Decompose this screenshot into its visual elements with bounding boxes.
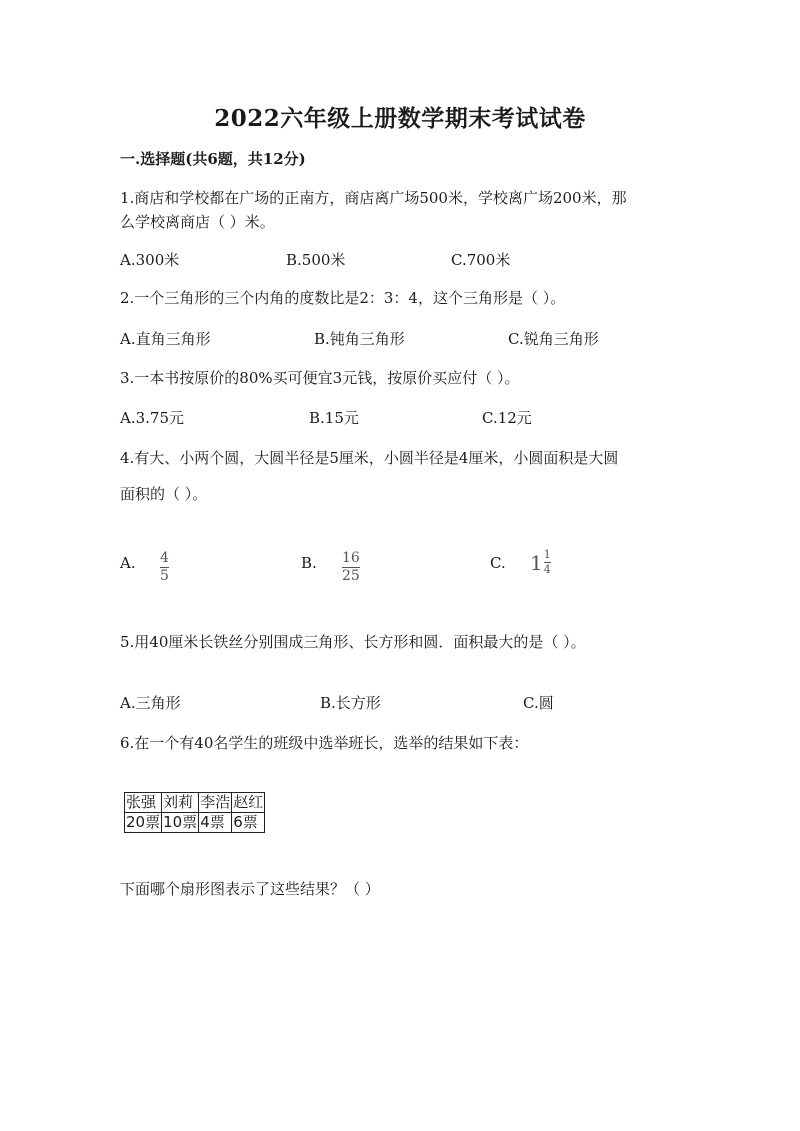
table-cell-name: 李浩 [200,793,231,811]
question-4-option-c-label: C. [490,554,506,572]
question-1-option-a: A.300米 [120,251,180,269]
question-3-line-1: 3.一本书按原价的80%买可便宜3元钱，按原价买应付（ ）。 [120,369,520,387]
fraction-denominator: 25 [342,568,360,584]
fraction-numerator: 1 [543,548,551,561]
section-heading: 一.选择题(共6题，共12分) [120,150,306,168]
mixed-number-whole: 1 [530,550,543,575]
fraction-denominator: 5 [160,568,169,584]
question-4-option-b-fraction [342,547,360,584]
table-cell-name: 刘莉 [162,793,199,813]
question-6-line-1: 6.在一个有40名学生的班级中选举班长，选举的结果如下表： [120,734,529,752]
question-5-option-b: B.长方形 [320,694,381,712]
question-1-line-1: 1.商店和学校都在广场的正南方，商店离广场500米，学校离广场200米，那 [120,189,627,207]
question-3-option-c: C.12元 [482,409,532,427]
page-title: 2022六年级上册数学期末考试试卷 [214,105,586,132]
question-4-option-c-mixed-number [530,549,551,576]
question-5-option-a: A.三角形 [120,694,181,712]
fraction-numerator: 4 [160,550,169,566]
table-row [125,793,265,813]
question-3-option-a: A.3.75元 [120,409,184,427]
table-cell-name: 赵红 [233,793,264,811]
question-2-option-b: B.钝角三角形 [314,330,405,348]
fraction-denominator: 4 [543,563,551,576]
question-1-option-c: C.700米 [451,251,511,269]
question-5-line-1: 5.用40厘米长铁丝分别围成三角形、长方形和圆．面积最大的是（ ）。 [120,633,586,651]
question-6-followup: 下面哪个扇形图表示了这些结果？（ ） [120,880,380,898]
question-1-line-2: 么学校离商店（ ）米。 [120,213,275,231]
question-5-option-c: C.圆 [523,694,554,712]
table-cell-votes: 10票 [163,813,198,831]
table-row [125,813,265,833]
question-2-option-a: A.直角三角形 [120,330,211,348]
table-cell-votes: 6票 [232,813,265,833]
question-1-option-b: B.500米 [286,251,346,269]
fraction-numerator: 16 [342,550,360,566]
question-2-option-c: C.锐角三角形 [508,330,599,348]
question-3-option-b: B.15元 [309,409,359,427]
question-4-option-b-label: B. [301,554,317,572]
table-cell-votes: 20票 [126,813,161,831]
table-cell-votes: 4票 [199,813,232,833]
question-4-option-a-label: A. [120,554,136,572]
table-cell-name: 张强 [125,793,162,813]
vote-results-table [124,792,265,833]
question-4-line-1: 4.有大、小两个圆，大圆半径是5厘米，小圆半径是4厘米，小圆面积是大圆 [120,449,619,467]
question-4-option-a-fraction [160,547,169,584]
question-4-line-2: 面积的（ ）。 [120,485,208,503]
question-2-line-1: 2.一个三角形的三个内角的度数比是2：3：4，这个三角形是（ ）。 [120,289,566,307]
